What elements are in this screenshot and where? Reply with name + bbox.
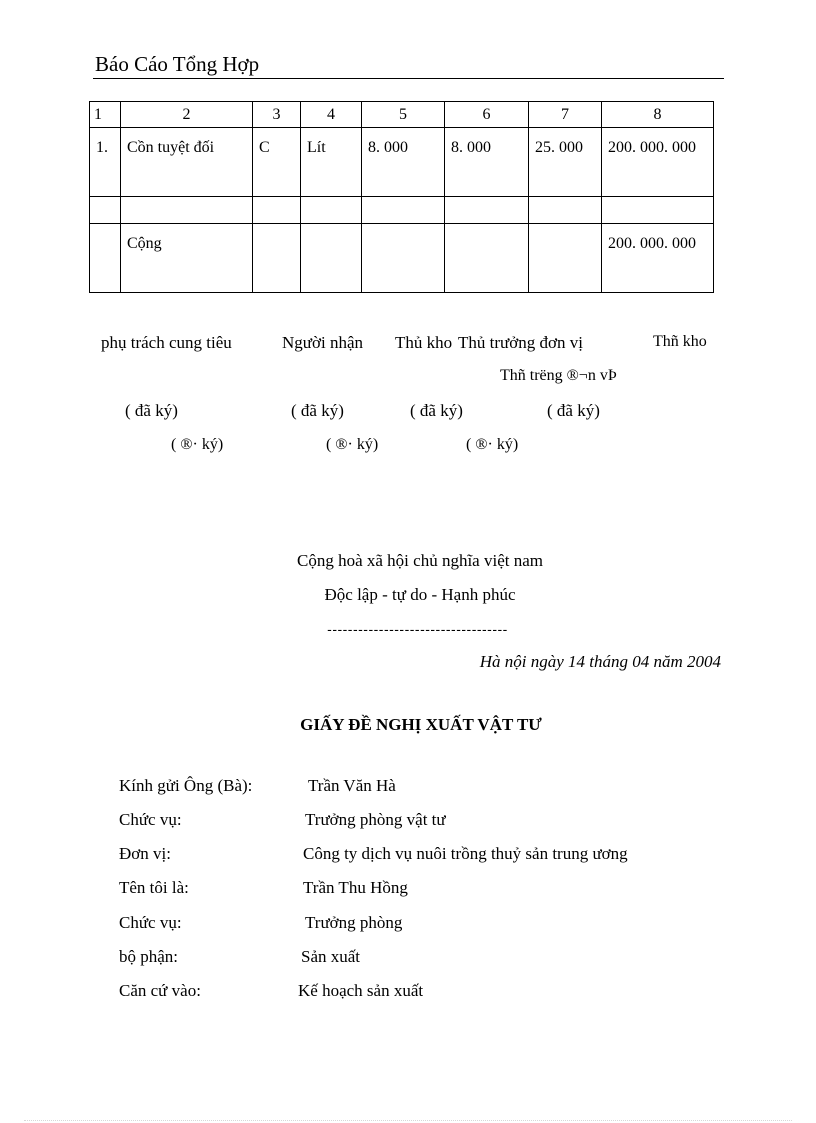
table-cell (362, 224, 445, 293)
table-cell: 200. 000. 000 (602, 224, 714, 293)
role-unit-head-garbled: Thñ trëng ®¬n vÞ (500, 367, 617, 384)
role-receiver: Người nhận (282, 333, 363, 352)
signed-mark: ( đã ký) (125, 401, 178, 420)
table-header-row (90, 102, 714, 128)
field-value: Trần Thu Hồng (303, 878, 408, 897)
table-cell (529, 197, 602, 224)
field-label: Chức vụ: (119, 810, 182, 829)
field-value: Trần Văn Hà (308, 776, 396, 795)
table-cell (90, 197, 121, 224)
table-cell: Lít (301, 128, 362, 197)
national-motto: Độc lập - tự do - Hạnh phúc (324, 585, 516, 604)
role-storekeeper-garbled: Thñ kho (653, 333, 707, 350)
materials-table (89, 101, 714, 293)
field-label: Chức vụ: (119, 913, 182, 932)
header-underline (93, 78, 724, 79)
table-cell (445, 224, 529, 293)
table-cell (90, 224, 121, 293)
table-cell (253, 197, 301, 224)
table-header-cell: 8 (602, 102, 714, 128)
table-cell (253, 224, 301, 293)
field-value: Trưởng phòng vật tư (305, 810, 446, 829)
role-unit-head: Thủ trưởng đơn vị (458, 333, 583, 352)
field-label: Đơn vị: (119, 844, 171, 863)
table-cell (602, 197, 714, 224)
national-title: Cộng hoà xã hội chủ nghĩa việt nam (297, 551, 543, 570)
field-value: Trưởng phòng (305, 913, 403, 932)
signed-mark: ( đã ký) (547, 401, 600, 420)
signed-mark-garbled: ( ®· ký) (326, 436, 379, 453)
signed-mark-garbled: ( ®· ký) (171, 436, 224, 453)
table-header-cell: 4 (301, 102, 362, 128)
table-cell: 8. 000 (362, 128, 445, 197)
table-header-cell: 2 (121, 102, 253, 128)
table-cell (301, 224, 362, 293)
document-title: GIẤY ĐỀ NGHỊ XUẤT VẬT TƯ (300, 715, 542, 734)
table-cell: 200. 000. 000 (602, 128, 714, 197)
table-cell: 25. 000 (529, 128, 602, 197)
role-supply-manager: phụ trách cung tiêu (101, 333, 232, 352)
table-total-row (90, 224, 714, 293)
field-label: Kính gửi Ông (Bà): (119, 776, 253, 795)
table-cell: C (253, 128, 301, 197)
table-header-cell: 7 (529, 102, 602, 128)
table-row (90, 128, 714, 197)
field-value: Sản xuất (301, 947, 361, 966)
table-row (90, 197, 714, 224)
field-label: Căn cứ vào: (119, 981, 201, 1000)
document-date: Hà nội ngày 14 tháng 04 năm 2004 (479, 652, 721, 671)
table-cell (301, 197, 362, 224)
field-value: Kế hoạch sản xuất (298, 981, 424, 1000)
table-header-cell: 6 (445, 102, 529, 128)
table-cell: 1. (90, 128, 121, 197)
table-header-cell: 5 (362, 102, 445, 128)
table-header-cell: 1 (90, 102, 121, 128)
table-cell (362, 197, 445, 224)
field-label: Tên tôi là: (119, 878, 189, 897)
signed-mark: ( đã ký) (410, 401, 463, 420)
signed-mark: ( đã ký) (291, 401, 344, 420)
table-cell (529, 224, 602, 293)
table-cell: 8. 000 (445, 128, 529, 197)
table-header-cell: 3 (253, 102, 301, 128)
report-header-title: Báo Cáo Tổng Hợp (95, 52, 260, 76)
table-cell: Cồn tuyệt đối (121, 128, 253, 197)
field-label: bộ phận: (119, 947, 179, 966)
signed-mark-garbled: ( ®· ký) (466, 436, 519, 453)
table-cell (445, 197, 529, 224)
motto-divider: ----------------------------------- (327, 621, 508, 637)
field-value: Công ty dịch vụ nuôi trồng thuỷ sản trung ương (303, 844, 628, 863)
table-cell (121, 197, 253, 224)
role-storekeeper: Thủ kho (395, 333, 453, 352)
page-bottom-border (24, 1120, 792, 1121)
table-cell: Cộng (121, 224, 253, 293)
